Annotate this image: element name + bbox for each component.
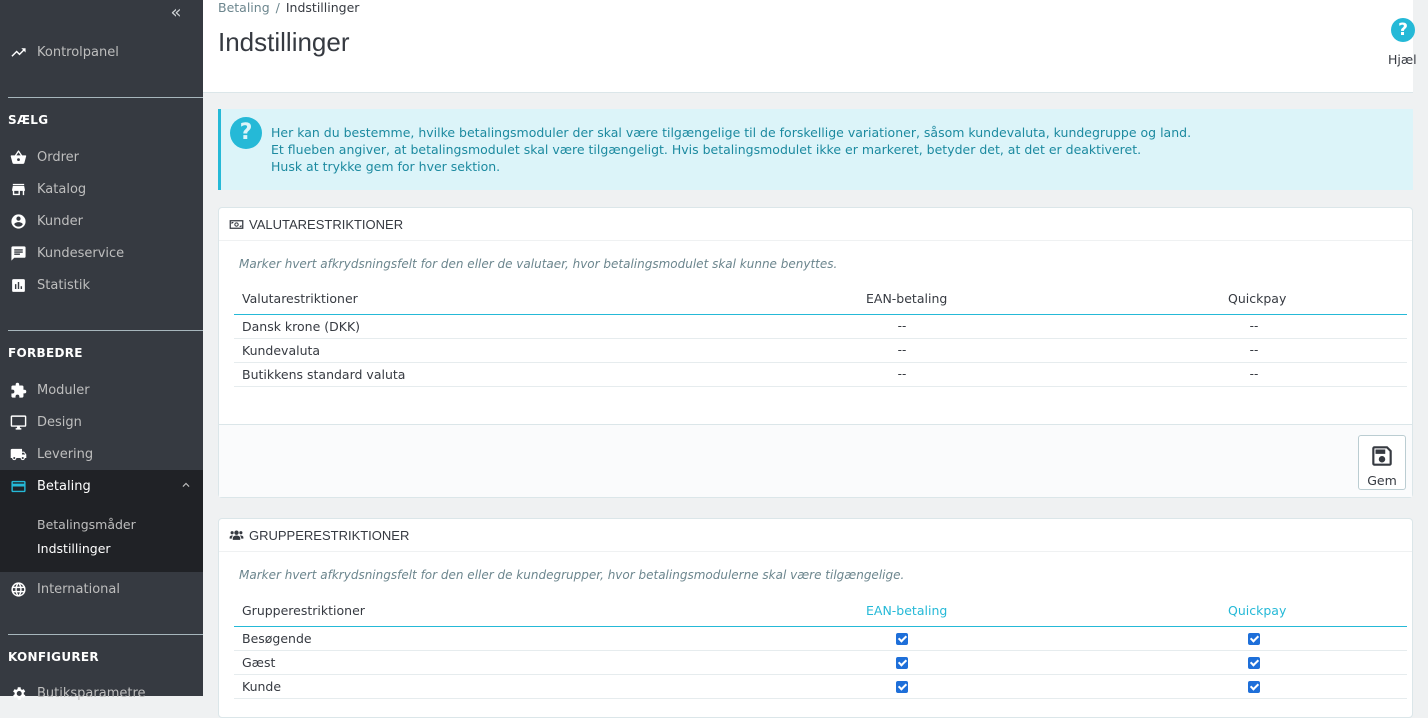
chat-icon — [9, 244, 27, 262]
sidebar-item-stats[interactable] — [0, 269, 203, 301]
currency-table — [234, 283, 1407, 387]
row-label: Butikkens standard valuta — [242, 367, 406, 382]
table-row — [234, 363, 1407, 387]
account-circle-icon — [9, 212, 27, 230]
sidebar-item-shipping[interactable] — [0, 438, 203, 470]
checkbox-ean[interactable] — [896, 681, 908, 693]
checkbox-quickpay[interactable] — [1248, 633, 1260, 645]
sidebar-item-payment[interactable] — [0, 470, 203, 502]
alert-line: Her kan du bestemme, hvilke betalingsmoduler der skal være tilgængelige til de forskellige variationer, såsom kundevaluta, kundegruppe og land. — [271, 125, 1192, 140]
column-header: Valutarestriktioner — [242, 291, 358, 306]
panel-description: Marker hvert afkrydsningsfelt for den eller de valutaer, hvor betalingsmodulet skal kunne benyttes. — [239, 257, 838, 271]
group-restrictions-panel — [218, 518, 1413, 718]
payment-submenu — [0, 502, 203, 572]
truck-icon — [9, 445, 27, 463]
checkbox-ean[interactable] — [896, 633, 908, 645]
page-header — [203, 0, 1417, 93]
table-row — [234, 627, 1407, 651]
sidebar-item-design[interactable] — [0, 406, 203, 438]
breadcrumb-separator: / — [275, 0, 280, 15]
puzzle-icon — [9, 381, 27, 399]
store-icon — [9, 180, 27, 198]
sidebar-item-customer-service[interactable] — [0, 237, 203, 269]
submenu-item-preferences[interactable]: Indstillinger — [37, 541, 111, 556]
row-label: Dansk krone (DKK) — [242, 319, 361, 334]
sidebar-item-label: International — [37, 581, 120, 597]
breadcrumb-link-payment[interactable]: Betaling — [218, 0, 270, 15]
breadcrumb-current: Indstillinger — [285, 0, 360, 15]
table-row — [234, 651, 1407, 675]
save-label: Gem — [1367, 473, 1397, 488]
help-icon: ? — [1391, 18, 1415, 42]
sidebar-item-label: Levering — [37, 446, 94, 462]
panel-description: Marker hvert afkrydsningsfelt for den eller de kundegrupper, hvor betalingsmodulerne skal være tilgængelige. — [239, 568, 905, 582]
section-title-improve: FORBEDRE — [8, 346, 83, 360]
row-label: Besøgende — [242, 631, 312, 646]
cell-value: -- — [897, 367, 907, 381]
table-row — [234, 339, 1407, 363]
table-row — [234, 315, 1407, 339]
sidebar-item-international[interactable] — [0, 573, 203, 605]
column-header: Quickpay — [1228, 291, 1287, 306]
sidebar-item-catalog[interactable] — [0, 173, 203, 205]
trending-up-icon — [9, 43, 27, 61]
panel-title: VALUTARESTRIKTIONER — [249, 216, 404, 232]
divider — [8, 634, 203, 635]
sidebar-item-label: Kunder — [37, 213, 83, 229]
section-title-sell: SÆLG — [8, 113, 49, 127]
sidebar-item-customers[interactable] — [0, 205, 203, 237]
sidebar — [0, 0, 203, 701]
checkbox-quickpay[interactable] — [1248, 657, 1260, 669]
table-row — [234, 675, 1407, 699]
submenu-item-payment-methods[interactable]: Betalingsmåder — [37, 517, 136, 532]
panel-footer — [219, 424, 1412, 497]
question-circle-icon: ? — [230, 117, 262, 149]
save-button[interactable] — [1358, 435, 1406, 490]
page-title: Indstillinger — [218, 27, 350, 57]
breadcrumb — [218, 0, 359, 15]
cell-value: -- — [1249, 343, 1259, 357]
bar-chart-icon — [9, 276, 27, 294]
info-alert — [218, 109, 1413, 190]
sidebar-item-label: Butiksparametre — [37, 685, 146, 701]
panel-heading — [219, 519, 1412, 552]
alert-line: Husk at trykke gem for hver sektion. — [271, 159, 501, 174]
checkbox-ean[interactable] — [896, 657, 908, 669]
money-icon — [229, 217, 245, 231]
section-title-configure: KONFIGURER — [8, 650, 99, 664]
globe-icon — [9, 580, 27, 598]
row-label: Gæst — [242, 655, 276, 670]
column-header-ean[interactable]: EAN-betaling — [866, 603, 948, 618]
sidebar-item-label: Kundeservice — [37, 245, 125, 261]
help-button[interactable] — [1388, 18, 1428, 74]
sidebar-item-label: Kontrolpanel — [37, 44, 119, 60]
divider — [8, 97, 203, 98]
basket-icon — [9, 148, 27, 166]
panel-heading — [219, 208, 1412, 241]
row-label: Kundevaluta — [242, 343, 321, 358]
divider — [8, 330, 203, 331]
cell-value: -- — [1249, 367, 1259, 381]
sidebar-item-shop-parameters[interactable] — [0, 677, 203, 709]
users-icon — [229, 528, 245, 542]
sidebar-item-label: Moduler — [37, 382, 90, 398]
chevron-up-icon — [179, 478, 193, 492]
panel-title: GRUPPERESTRIKTIONER — [249, 527, 410, 543]
checkbox-quickpay[interactable] — [1248, 681, 1260, 693]
sidebar-item-label: Statistik — [37, 277, 91, 293]
group-table — [234, 595, 1407, 699]
cell-value: -- — [897, 343, 907, 357]
credit-card-icon — [9, 477, 27, 495]
help-label: Hjæl — [1388, 52, 1417, 67]
sidebar-item-label: Betaling — [37, 478, 91, 494]
alert-line: Et flueben angiver, at betalingsmodulet skal være tilgængeligt. Hvis betalingsmodulet ikke er markeret, betyder det, at det er deaktiveret. — [271, 142, 1142, 157]
table-header — [234, 283, 1407, 315]
sidebar-item-label: Ordrer — [37, 149, 80, 165]
table-header — [234, 595, 1407, 627]
column-header: Grupperestriktioner — [242, 603, 365, 618]
column-header-quickpay[interactable]: Quickpay — [1228, 603, 1287, 618]
column-header: EAN-betaling — [866, 291, 948, 306]
cell-value: -- — [897, 319, 907, 333]
cell-value: -- — [1249, 319, 1259, 333]
sidebar-item-label: Katalog — [37, 181, 87, 197]
sidebar-item-orders[interactable] — [0, 141, 203, 173]
currency-restrictions-panel — [218, 207, 1413, 498]
sidebar-item-label: Design — [37, 414, 82, 430]
collapse-sidebar-icon[interactable]: « — [170, 2, 182, 23]
row-label: Kunde — [242, 679, 282, 694]
gear-icon — [9, 684, 27, 702]
sidebar-item-modules[interactable] — [0, 374, 203, 406]
desktop-icon — [9, 413, 27, 431]
sidebar-item-dashboard[interactable] — [0, 36, 203, 68]
save-icon — [1369, 443, 1395, 469]
